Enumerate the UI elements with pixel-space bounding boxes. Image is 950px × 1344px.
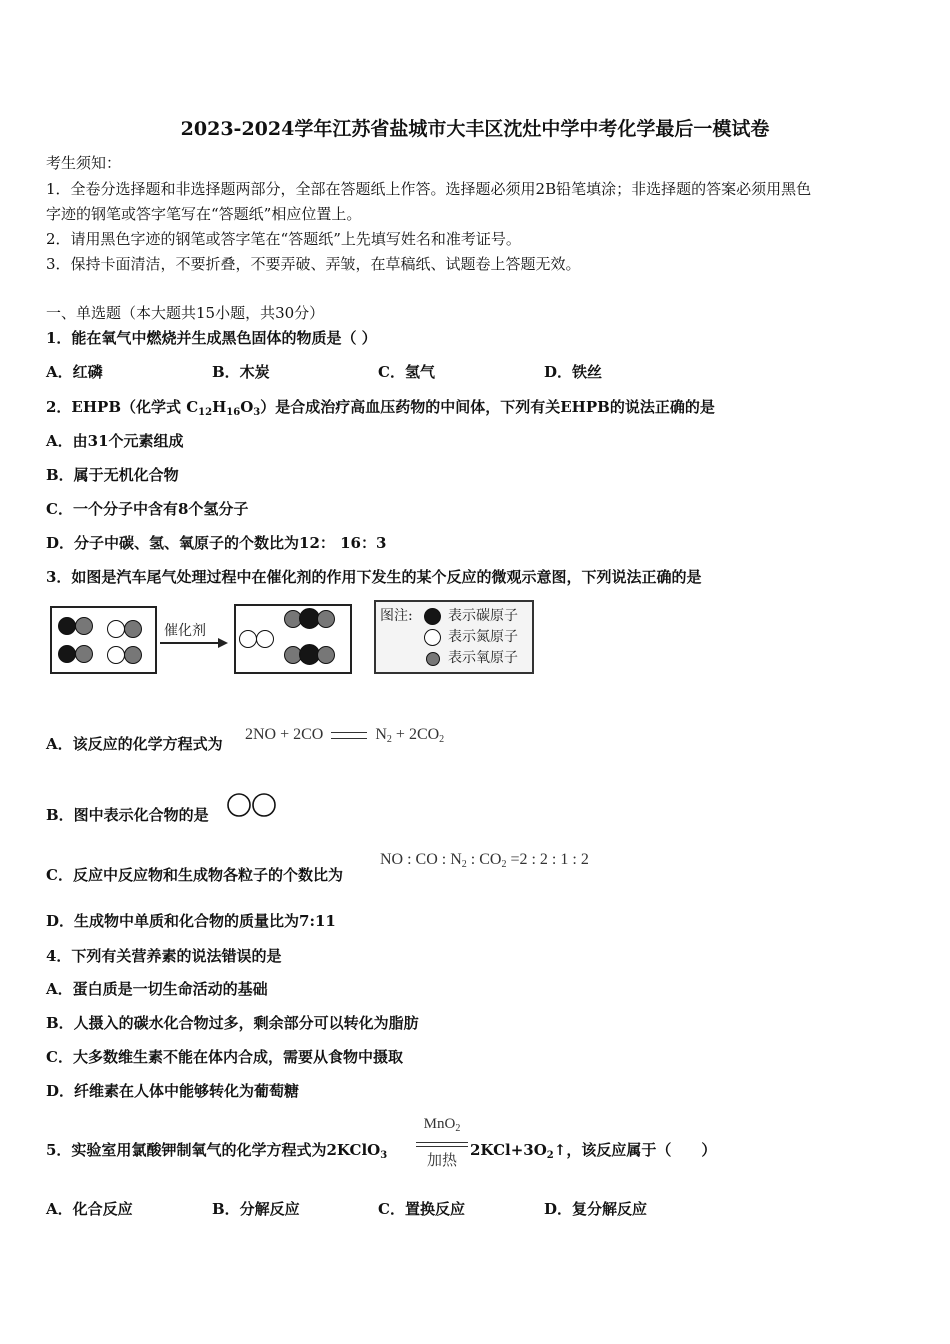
legend-oxygen-label: 表示氧原子 [448, 650, 518, 666]
legend-carbon-label: 表示碳原子 [448, 608, 518, 624]
oxygen-atom [124, 620, 142, 638]
question-3-stem: 3．如图是汽车尾气处理过程中在催化剂的作用下发生的某个反应的微观示意图，下列说法正确的是 [46, 568, 702, 586]
q3-option-c: C．反应中反应物和生成物各粒子的个数比为 [46, 866, 343, 884]
q3-option-d: D．生成物中单质和化合物的质量比为7:11 [46, 912, 336, 930]
question-5-stem: 5．实验室用氯酸钾制氧气的化学方程式为2KClO$_3$ [46, 1141, 388, 1161]
oxygen-atom [75, 617, 93, 635]
notice-item: 2．请用黑色字迹的钢笔或答字笔在“答题纸”上先填写姓名和准考证号。 [46, 230, 521, 248]
question-2-stem: 2．EHPB（化学式 $C_{12}H_{16}O_3$）是合成治疗高血压药物的中间体，下列有关EHPB的说法正确的是 [46, 398, 715, 418]
oxygen-atom [124, 646, 142, 664]
diagram-legend [374, 600, 534, 674]
question-1-stem: 1．能在氧气中燃烧并生成黑色固体的物质是（ ） [46, 329, 377, 347]
q1-option-b: B．木炭 [212, 363, 270, 381]
q2-option-b: B．属于无机化合物 [46, 466, 179, 484]
notice-item: 字迹的钢笔或答字笔写在“答题纸”相应位置上。 [46, 205, 362, 223]
q2-option-c: C．一个分子中含有8个氢分子 [46, 500, 249, 518]
q2-option-d: D．分子中碳、氢、氧原子的个数比为12： 16：3 [46, 534, 387, 552]
carbon-atom [58, 645, 76, 663]
oxygen-atom [317, 646, 335, 664]
carbon-atom [58, 617, 76, 635]
legend-oxygen-icon [426, 652, 440, 666]
oxygen-atom [75, 645, 93, 663]
right-arrow-icon [158, 636, 230, 650]
notice-item: 3．保持卡面清洁，不要折叠，不要弄破、弄皱，在草稿纸、试题卷上答题无效。 [46, 255, 581, 273]
q1-option-c: C．氢气 [378, 363, 435, 381]
section-heading: 一、单选题（本大题共15小题，共30分） [46, 304, 325, 322]
q4-option-d: D．纤维素在人体中能够转化为葡萄糖 [46, 1082, 300, 1100]
legend-nitrogen-icon [424, 629, 441, 646]
q2-option-a: A．由31个元素组成 [46, 432, 184, 450]
reaction-condition: MnO$_2$ 加热 [416, 1114, 468, 1170]
question-5-stem-end: $2KCl+3O_2↑$，该反应属于（ ） [470, 1141, 717, 1161]
q3-option-b: B．图中表示化合物的是 [46, 806, 209, 824]
reactant-box [50, 606, 157, 674]
legend-title: 图注: [380, 608, 413, 624]
q3-option-a: A．该反应的化学方程式为 [46, 735, 223, 753]
q4-option-b: B．人摄入的碳水化合物过多，剩余部分可以转化为脂肪 [46, 1014, 419, 1032]
nitrogen-atom [256, 630, 274, 648]
q4-option-c: C．大多数维生素不能在体内合成，需要从食物中摄取 [46, 1048, 403, 1066]
nitrogen-atom [107, 646, 125, 664]
q1-option-a: A．红磷 [46, 363, 103, 381]
q5-option-c: C．置换反应 [378, 1200, 465, 1218]
notice-heading: 考生须知： [46, 154, 122, 172]
q1-option-d: D．铁丝 [544, 363, 603, 381]
legend-carbon-icon [424, 608, 441, 625]
nitrogen-atom [239, 630, 257, 648]
q5-option-a: A．化合反应 [46, 1200, 133, 1218]
oxygen-atom [317, 610, 335, 628]
legend-nitrogen-label: 表示氮原子 [448, 629, 518, 645]
product-box [234, 604, 352, 674]
q3-option-a-equation: 2NO + 2CO $N_2 + 2CO_2$ [245, 726, 445, 745]
q4-option-a: A．蛋白质是一切生命活动的基础 [46, 980, 268, 998]
question-4-stem: 4．下列有关营养素的说法错误的是 [46, 947, 282, 965]
arrow-label: 催化剂 [164, 623, 206, 639]
double-circle-icon [226, 792, 280, 820]
q5-option-d: D．复分解反应 [544, 1200, 648, 1218]
page-title: 2023-2024学年江苏省盐城市大丰区沈灶中学中考化学最后一模试卷 [180, 118, 770, 140]
nitrogen-atom [107, 620, 125, 638]
q3-option-c-ratio: NO : CO : $N_2$ : $CO_2 =2$ : 2 : 1 : 2 [380, 851, 589, 870]
notice-item: 1．全卷分选择题和非选择题两部分，全部在答题纸上作答。选择题必须用2B铅笔填涂；非选择题的答案必须用黑色 [46, 180, 812, 198]
q5-option-b: B．分解反应 [212, 1200, 300, 1218]
